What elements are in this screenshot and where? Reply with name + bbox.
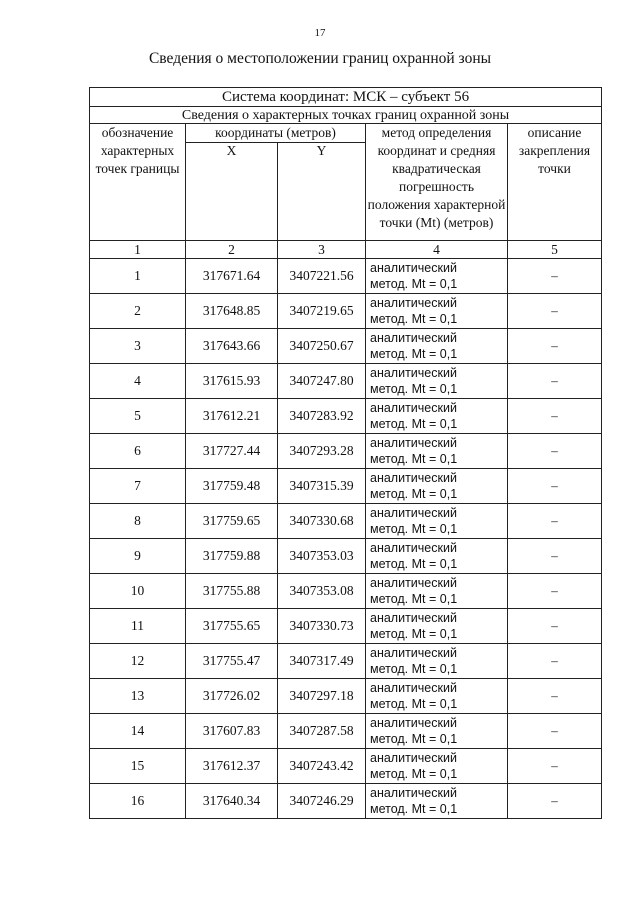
x-coordinate: 317648.85 — [186, 294, 278, 329]
method — [366, 539, 508, 574]
method-line-2: метод. Mt = 0,1 — [370, 697, 458, 711]
point-number: 11 — [90, 609, 186, 644]
y-coordinate: 3407330.73 — [278, 609, 366, 644]
point-description: – — [508, 294, 602, 329]
y-coordinate: 3407250.67 — [278, 329, 366, 364]
y-coordinate: 3407317.49 — [278, 644, 366, 679]
x-coordinate: 317640.34 — [186, 784, 278, 819]
point-description: – — [508, 644, 602, 679]
method — [366, 364, 508, 399]
method-line-1: аналитический — [370, 611, 457, 625]
x-coordinate: 317759.88 — [186, 539, 278, 574]
point-description: – — [508, 574, 602, 609]
x-coordinate: 317607.83 — [186, 714, 278, 749]
table-row — [90, 399, 602, 434]
point-description: – — [508, 609, 602, 644]
method-line-1: аналитический — [370, 646, 457, 660]
x-coordinate: 317615.93 — [186, 364, 278, 399]
method-line-1: аналитический — [370, 751, 457, 765]
x-coordinate: 317727.44 — [186, 434, 278, 469]
point-description: – — [508, 329, 602, 364]
method-line-2: метод. Mt = 0,1 — [370, 452, 458, 466]
table-row — [90, 294, 602, 329]
table-row — [90, 609, 602, 644]
y-coordinate: 3407283.92 — [278, 399, 366, 434]
document-title: Сведения о местоположении границ охранной зоны — [148, 50, 492, 67]
y-coordinate: 3407221.56 — [278, 259, 366, 294]
coordinate-system-row — [90, 88, 602, 107]
table-subtitle: Сведения о характерных точках границ охранной зоны — [90, 107, 602, 124]
method — [366, 679, 508, 714]
method — [366, 504, 508, 539]
point-description: – — [508, 434, 602, 469]
y-coordinate: 3407246.29 — [278, 784, 366, 819]
x-coordinate: 317612.37 — [186, 749, 278, 784]
point-number: 7 — [90, 469, 186, 504]
table-row — [90, 539, 602, 574]
table-row — [90, 434, 602, 469]
header-point: обозначение характерных точек границы — [90, 124, 186, 241]
table-row — [90, 364, 602, 399]
point-description: – — [508, 714, 602, 749]
method-line-2: метод. Mt = 0,1 — [370, 417, 458, 431]
y-coordinate: 3407353.08 — [278, 574, 366, 609]
x-coordinate: 317755.65 — [186, 609, 278, 644]
y-coordinate: 3407219.65 — [278, 294, 366, 329]
y-coordinate: 3407297.18 — [278, 679, 366, 714]
method-line-1: аналитический — [370, 331, 457, 345]
header-coordinates: координаты (метров) — [186, 124, 366, 143]
header-row — [90, 124, 602, 143]
method-line-1: аналитический — [370, 366, 457, 380]
y-coordinate: 3407247.80 — [278, 364, 366, 399]
point-number: 15 — [90, 749, 186, 784]
method-line-2: метод. Mt = 0,1 — [370, 662, 458, 676]
method-line-1: аналитический — [370, 541, 457, 555]
method-line-2: метод. Mt = 0,1 — [370, 627, 458, 641]
x-coordinate: 317759.65 — [186, 504, 278, 539]
method-line-2: метод. Mt = 0,1 — [370, 767, 458, 781]
x-coordinate: 317755.47 — [186, 644, 278, 679]
point-number: 6 — [90, 434, 186, 469]
point-description: – — [508, 469, 602, 504]
point-description: – — [508, 749, 602, 784]
table-row — [90, 329, 602, 364]
point-description: – — [508, 364, 602, 399]
x-coordinate: 317759.48 — [186, 469, 278, 504]
point-number: 8 — [90, 504, 186, 539]
point-description: – — [508, 784, 602, 819]
header-description: описание закрепления точки — [508, 124, 602, 241]
point-number: 1 — [90, 259, 186, 294]
point-description: – — [508, 679, 602, 714]
column-number: 2 — [186, 241, 278, 259]
point-number: 9 — [90, 539, 186, 574]
coordinates-table — [89, 87, 602, 819]
method — [366, 644, 508, 679]
method-line-2: метод. Mt = 0,1 — [370, 522, 458, 536]
header-x: X — [186, 143, 278, 241]
page-number: 17 — [314, 27, 326, 39]
table-row — [90, 504, 602, 539]
x-coordinate: 317755.88 — [186, 574, 278, 609]
point-description: – — [508, 399, 602, 434]
y-coordinate: 3407243.42 — [278, 749, 366, 784]
point-description: – — [508, 259, 602, 294]
coordinate-system: Система координат: МСК – субъект 56 — [90, 88, 602, 107]
y-coordinate: 3407293.28 — [278, 434, 366, 469]
method — [366, 609, 508, 644]
point-number: 2 — [90, 294, 186, 329]
method — [366, 749, 508, 784]
table-row — [90, 644, 602, 679]
method — [366, 434, 508, 469]
method — [366, 259, 508, 294]
method-line-1: аналитический — [370, 506, 457, 520]
x-coordinate: 317643.66 — [186, 329, 278, 364]
table-row — [90, 469, 602, 504]
header-method: метод определения координат и средняя квадратическая погрешность положения характерной точки (Mt) (метров) — [366, 124, 508, 241]
y-coordinate: 3407287.58 — [278, 714, 366, 749]
table-row — [90, 714, 602, 749]
method-line-1: аналитический — [370, 436, 457, 450]
x-coordinate: 317726.02 — [186, 679, 278, 714]
column-number: 1 — [90, 241, 186, 259]
point-description: – — [508, 504, 602, 539]
method-line-2: метод. Mt = 0,1 — [370, 312, 458, 326]
method-line-1: аналитический — [370, 716, 457, 730]
x-coordinate: 317671.64 — [186, 259, 278, 294]
y-coordinate: 3407330.68 — [278, 504, 366, 539]
y-coordinate: 3407315.39 — [278, 469, 366, 504]
method-line-2: метод. Mt = 0,1 — [370, 277, 458, 291]
point-number: 4 — [90, 364, 186, 399]
method — [366, 574, 508, 609]
table-row — [90, 574, 602, 609]
method-line-1: аналитический — [370, 681, 457, 695]
method-line-2: метод. Mt = 0,1 — [370, 592, 458, 606]
point-number: 12 — [90, 644, 186, 679]
column-number: 3 — [278, 241, 366, 259]
method-line-2: метод. Mt = 0,1 — [370, 732, 458, 746]
method — [366, 714, 508, 749]
point-number: 10 — [90, 574, 186, 609]
method-line-1: аналитический — [370, 576, 457, 590]
column-numbers-row — [90, 241, 602, 259]
method — [366, 469, 508, 504]
header-y: Y — [278, 143, 366, 241]
table-row — [90, 679, 602, 714]
method-line-1: аналитический — [370, 471, 457, 485]
method — [366, 399, 508, 434]
table-row — [90, 749, 602, 784]
point-number: 5 — [90, 399, 186, 434]
point-number: 3 — [90, 329, 186, 364]
x-coordinate: 317612.21 — [186, 399, 278, 434]
method-line-1: аналитический — [370, 261, 457, 275]
point-number: 16 — [90, 784, 186, 819]
method — [366, 329, 508, 364]
table-row — [90, 784, 602, 819]
table-subtitle-row — [90, 107, 602, 124]
method — [366, 294, 508, 329]
method-line-2: метод. Mt = 0,1 — [370, 557, 458, 571]
method-line-1: аналитический — [370, 296, 457, 310]
method-line-2: метод. Mt = 0,1 — [370, 802, 458, 816]
column-number: 4 — [366, 241, 508, 259]
method — [366, 784, 508, 819]
table-row — [90, 259, 602, 294]
point-number: 14 — [90, 714, 186, 749]
method-line-2: метод. Mt = 0,1 — [370, 382, 458, 396]
method-line-2: метод. Mt = 0,1 — [370, 347, 458, 361]
point-number: 13 — [90, 679, 186, 714]
y-coordinate: 3407353.03 — [278, 539, 366, 574]
point-description: – — [508, 539, 602, 574]
method-line-2: метод. Mt = 0,1 — [370, 487, 458, 501]
method-line-1: аналитический — [370, 401, 457, 415]
column-number: 5 — [508, 241, 602, 259]
method-line-1: аналитический — [370, 786, 457, 800]
